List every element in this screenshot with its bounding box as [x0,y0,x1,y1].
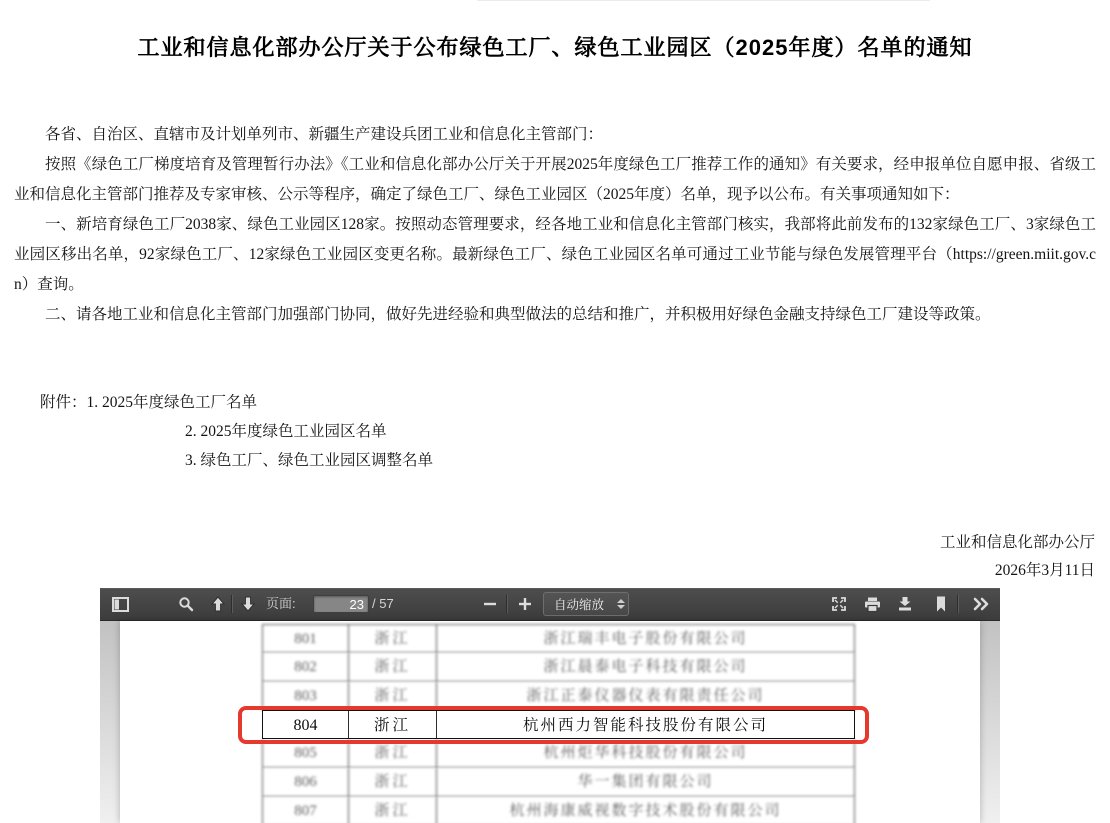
search-button[interactable] [174,592,198,616]
signature-org: 工业和信息化部办公厅 [939,534,1095,551]
row-company: 浙江正泰仪器仪表有限责任公司 [526,688,765,704]
row-province: 浙江 [349,682,437,710]
row-number: 806 [263,768,349,796]
print-button[interactable] [860,592,884,616]
green-factory-table [262,624,855,823]
sidebar-toggle-button[interactable] [108,592,132,616]
download-icon [897,596,913,612]
attachment-line-1 [0,388,1110,417]
paragraph-1: 按照《绿色工厂梯度培育及管理暂行办法》《工业和信息化部办公厅关于开展2025年度绿色工厂推荐工作的通知》有关要求，经申报单位自愿申报、省级工业和信息化主管部门推荐及专家审核、公示等程序，确定了绿色工厂、绿色工业园区（2025年度）名单，现予以公布。有关事项通知如下： [14,156,1096,203]
row-province: 浙江 [349,768,437,796]
row-province: 浙江 [349,625,437,652]
table-row [262,653,855,682]
row-province: 浙江 [349,797,437,823]
attachments-block [0,388,1110,475]
zoom-in-button[interactable] [513,592,537,616]
paragraph-2: 一、新培育绿色工厂2038家、绿色工业园区128家。按照动态管理要求，经各地工业和信息化主管部门核实，我部将此前发布的132家绿色工厂、3家绿色工业园区移出名单，92家绿色工厂、12家绿色工业园区变更名称。最新绿色工厂、绿色工业园区名单可通过工业节能与绿色发展管理平台（https://green.miit.gov.cn）查询。 [14,216,1096,293]
signature-block [0,529,1110,585]
row-number: 805 [263,739,349,767]
row-number: 807 [263,797,349,823]
row-company: 杭州西力智能科技股份有限公司 [522,717,768,734]
row-province: 浙江 [349,711,437,738]
page-number-label: 页面: [266,596,296,611]
minus-icon [483,597,497,611]
zoom-out-button[interactable] [478,592,502,616]
attachments-label: 附件： [40,394,87,411]
attachment-item-1: 1. 2025年度绿色工厂名单 [86,394,258,411]
paragraph-3: 二、请各地工业和信息化主管部门加强部门协同，做好先进经验和典型做法的总结和推广，并积极用好绿色金融支持绿色工厂建设等政策。 [45,306,991,323]
download-button[interactable] [893,592,917,616]
document-body [0,120,1110,330]
more-tools-button[interactable] [969,592,993,616]
row-number: 803 [263,682,349,710]
bookmark-icon [934,596,948,612]
table-row [262,797,855,823]
page-number-input[interactable] [313,595,369,613]
plus-icon [518,597,532,611]
arrow-up-icon [210,596,226,612]
salutation: 各省、自治区、直辖市及计划单列市、新疆生产建设兵团工业和信息化主管部门： [45,126,604,143]
table-row [262,624,855,653]
chevron-double-right-icon [972,597,990,611]
row-company: 浙江瑞丰电子股份有限公司 [543,631,748,647]
row-company: 华一集团有限公司 [577,774,714,790]
attachment-item-3: 3. 绿色工厂、绿色工业园区调整名单 [185,452,434,469]
arrow-down-icon [240,596,256,612]
attachment-item-2: 2. 2025年度绿色工业园区名单 [185,423,387,440]
page-title: 工业和信息化部办公厅关于公布绿色工厂、绿色工业园区（2025年度）名单的通知 [137,35,973,60]
toolbar-separator [507,595,508,613]
pdf-toolbar [100,588,1000,621]
page-count-label: / 57 [372,596,394,611]
row-number: 801 [263,625,349,652]
previous-page-button[interactable] [206,592,230,616]
presentation-mode-button[interactable] [827,592,851,616]
pdf-viewer [100,588,1000,823]
row-province: 浙江 [349,653,437,681]
row-company: 杭州海康威视数字技术股份有限公司 [509,803,782,819]
row-province: 浙江 [349,739,437,767]
zoom-mode-select[interactable] [543,592,629,616]
toolbar-separator [958,595,959,613]
row-company: 杭州炬华科技股份有限公司 [543,745,748,761]
printer-icon [864,597,881,612]
pdf-page [120,621,980,823]
fullscreen-icon [831,596,847,612]
zoom-mode-value: 自动缩放 [553,598,604,612]
pdf-content-area[interactable] [100,621,1000,823]
bookmark-button[interactable] [929,592,953,616]
row-number: 804 [263,711,349,738]
signature-date: 2026年3月11日 [994,562,1095,579]
table-row [262,768,855,797]
search-icon [178,596,194,612]
row-number: 802 [263,653,349,681]
next-page-button[interactable] [236,592,260,616]
toolbar-separator [232,595,233,613]
table-row [262,739,855,768]
table-row [262,682,855,711]
page-top-divider [477,0,930,1]
select-arrows-icon [614,599,628,609]
row-company: 浙江晨泰电子科技有限公司 [543,659,748,675]
sidebar-toggle-icon [112,597,129,612]
table-row [262,710,855,739]
